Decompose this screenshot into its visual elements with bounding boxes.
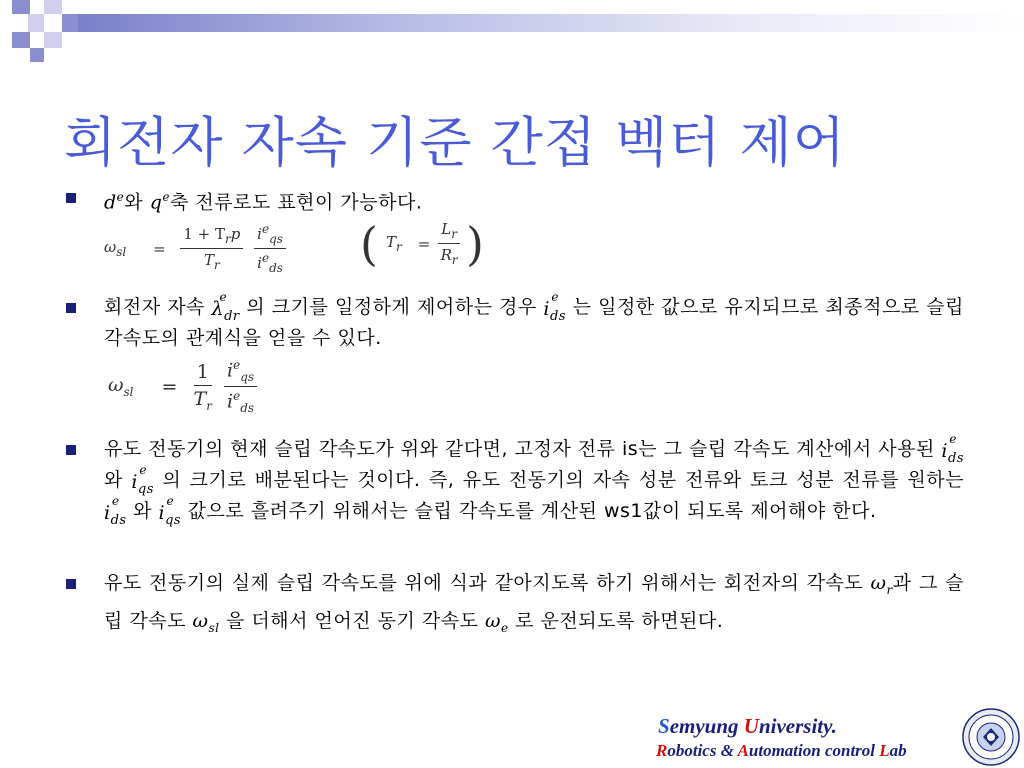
slide-title: 회전자 자속 기준 간접 벡터 제어 <box>64 111 846 174</box>
slip-formula-2 <box>108 358 257 415</box>
math-sub: r <box>395 240 402 254</box>
bullet-marker <box>66 303 76 313</box>
math-symbol: q <box>149 191 163 214</box>
math-symbol: i <box>227 359 234 382</box>
deco-square <box>30 48 44 62</box>
math-sub: qs <box>240 370 255 385</box>
math-sub: qs <box>137 482 154 497</box>
math-sub: e <box>501 620 509 635</box>
footer-initial: S <box>658 714 670 738</box>
university-seal-icon <box>962 708 1020 766</box>
fraction <box>180 225 243 272</box>
math-sub: qs <box>165 513 182 528</box>
fraction <box>194 361 212 413</box>
text-run: 유도 전동기의 실제 슬립 각속도를 위에 식과 같아지도록 하기 위해서는 회전자의 각속도 <box>104 572 871 594</box>
fraction <box>224 358 257 415</box>
bullet-marker <box>66 445 76 455</box>
math-symbol: L <box>441 220 452 238</box>
math-symbol: λ <box>211 298 225 320</box>
math-symbol: ω <box>485 609 501 632</box>
math-sup: e <box>162 190 170 204</box>
math-sub: sl <box>123 385 134 400</box>
university-name <box>658 714 837 739</box>
footer-initial: R <box>656 741 668 760</box>
footer-text: niversity. <box>758 714 837 738</box>
footer-text: ab <box>889 741 907 760</box>
math-sub: sl <box>208 620 220 635</box>
math-sup: e <box>166 494 175 508</box>
math-symbol: i <box>104 502 111 524</box>
math-sup: e <box>949 432 958 446</box>
math-sub: ds <box>269 261 283 275</box>
footer-initial: U <box>743 714 759 738</box>
text-run: 축 전류로도 표현이 가능하다. <box>169 191 423 214</box>
math-sub: r <box>214 258 220 272</box>
math-sub: r <box>206 398 212 413</box>
math-symbol: ω <box>192 609 209 632</box>
deco-square <box>12 0 30 14</box>
text-run: 값으로 흘려주기 위해서는 슬립 각속도를 계산된 ws1값이 되도록 제어해야 한다. <box>181 500 877 522</box>
deco-square <box>62 14 78 32</box>
text-run: 의 크기로 배분된다는 것이다. 즉, 유도 전동기의 자속 성분 전류와 토크 성분 전류를 원하는 <box>153 469 964 491</box>
math-sub: sl <box>116 245 127 259</box>
text-run: 회전자 자속 <box>104 296 212 318</box>
text-run: 와 <box>104 469 132 491</box>
math-symbol: d <box>104 191 117 214</box>
header-gradient-bar <box>78 14 1024 32</box>
footer-text: utomation control <box>748 741 880 760</box>
equals-sign: = <box>161 375 178 398</box>
footer-initial: A <box>737 741 749 760</box>
math-sub: r <box>225 232 231 246</box>
text-run: 와 <box>126 500 159 522</box>
math-sup: e <box>112 494 120 508</box>
fraction <box>438 220 460 267</box>
math-symbol: i <box>941 440 948 462</box>
text-run: 와 <box>124 191 150 214</box>
text-run: 과 그 슬립 각속도 <box>104 572 964 632</box>
bullet-text-4 <box>104 568 964 644</box>
math-sub: ds <box>110 513 127 528</box>
right-paren: ) <box>466 216 484 271</box>
math-symbol: T <box>385 233 396 251</box>
bullet-text-1 <box>104 182 964 218</box>
math-symbol: R <box>440 246 452 264</box>
math-symbol: T <box>193 387 207 410</box>
bullet-text-2 <box>104 292 964 354</box>
math-sub: r <box>451 227 458 241</box>
math-symbol: i <box>543 298 550 320</box>
math-symbol: i <box>158 502 166 524</box>
fraction <box>254 222 286 275</box>
bullet-text-3 <box>104 434 964 527</box>
footer-text: obotics & <box>667 741 738 760</box>
math-sub: dr <box>224 309 240 324</box>
deco-square <box>12 32 30 48</box>
math-sup: e <box>139 463 147 477</box>
text-run: 는 일정한 값으로 유지되므로 최종적으로 슬립 각속도의 관계식을 얻을 수 있다. <box>104 296 964 349</box>
bullet-marker <box>66 579 76 589</box>
math-sub: qs <box>269 232 283 246</box>
equals-sign: = <box>153 239 166 258</box>
math-sup: e <box>233 358 241 372</box>
math-sub: ds <box>948 451 964 466</box>
lab-name <box>656 741 907 761</box>
math-sub: r <box>451 253 458 267</box>
math-text: 1 + T <box>183 225 226 243</box>
math-sup: e <box>116 190 125 204</box>
deco-square <box>44 0 62 14</box>
math-symbol: i <box>257 225 262 243</box>
math-symbol: T <box>204 251 215 269</box>
footer-text: emyung <box>669 714 744 738</box>
bullet-marker <box>66 193 76 203</box>
slip-formula-1 <box>104 222 286 275</box>
left-paren: ( <box>360 216 378 271</box>
math-sup: e <box>551 290 559 304</box>
footer-initial: L <box>879 741 890 760</box>
math-symbol: i <box>131 471 138 493</box>
math-sub: ds <box>549 309 566 324</box>
math-sup: e <box>261 251 270 265</box>
math-text: 1 <box>196 360 209 383</box>
math-symbol: i <box>257 254 262 272</box>
rotor-time-constant-formula <box>360 216 484 271</box>
math-sup: e <box>219 290 228 304</box>
text-run: 을 더해서 얻어진 동기 각속도 <box>219 609 485 632</box>
math-symbol: p <box>230 225 241 243</box>
deco-square <box>44 32 62 48</box>
math-sub: r <box>886 582 893 597</box>
math-symbol: ω <box>104 238 117 256</box>
text-run: 의 크기를 일정하게 제어하는 경우 <box>239 296 544 318</box>
text-run: 로 운전되도록 하면된다. <box>508 609 724 632</box>
math-sup: e <box>233 389 241 404</box>
math-sub: ds <box>240 401 255 416</box>
deco-square <box>28 14 44 32</box>
math-symbol: ω <box>870 572 887 594</box>
text-run: 유도 전동기의 현재 슬립 각속도가 위와 같다면, 고정자 전류 is는 그 슬립 각속도 계산에서 사용된 <box>104 438 942 460</box>
math-symbol: i <box>227 390 234 413</box>
math-sup: e <box>261 222 270 236</box>
equals-sign: = <box>417 234 431 253</box>
math-symbol: ω <box>108 374 124 397</box>
